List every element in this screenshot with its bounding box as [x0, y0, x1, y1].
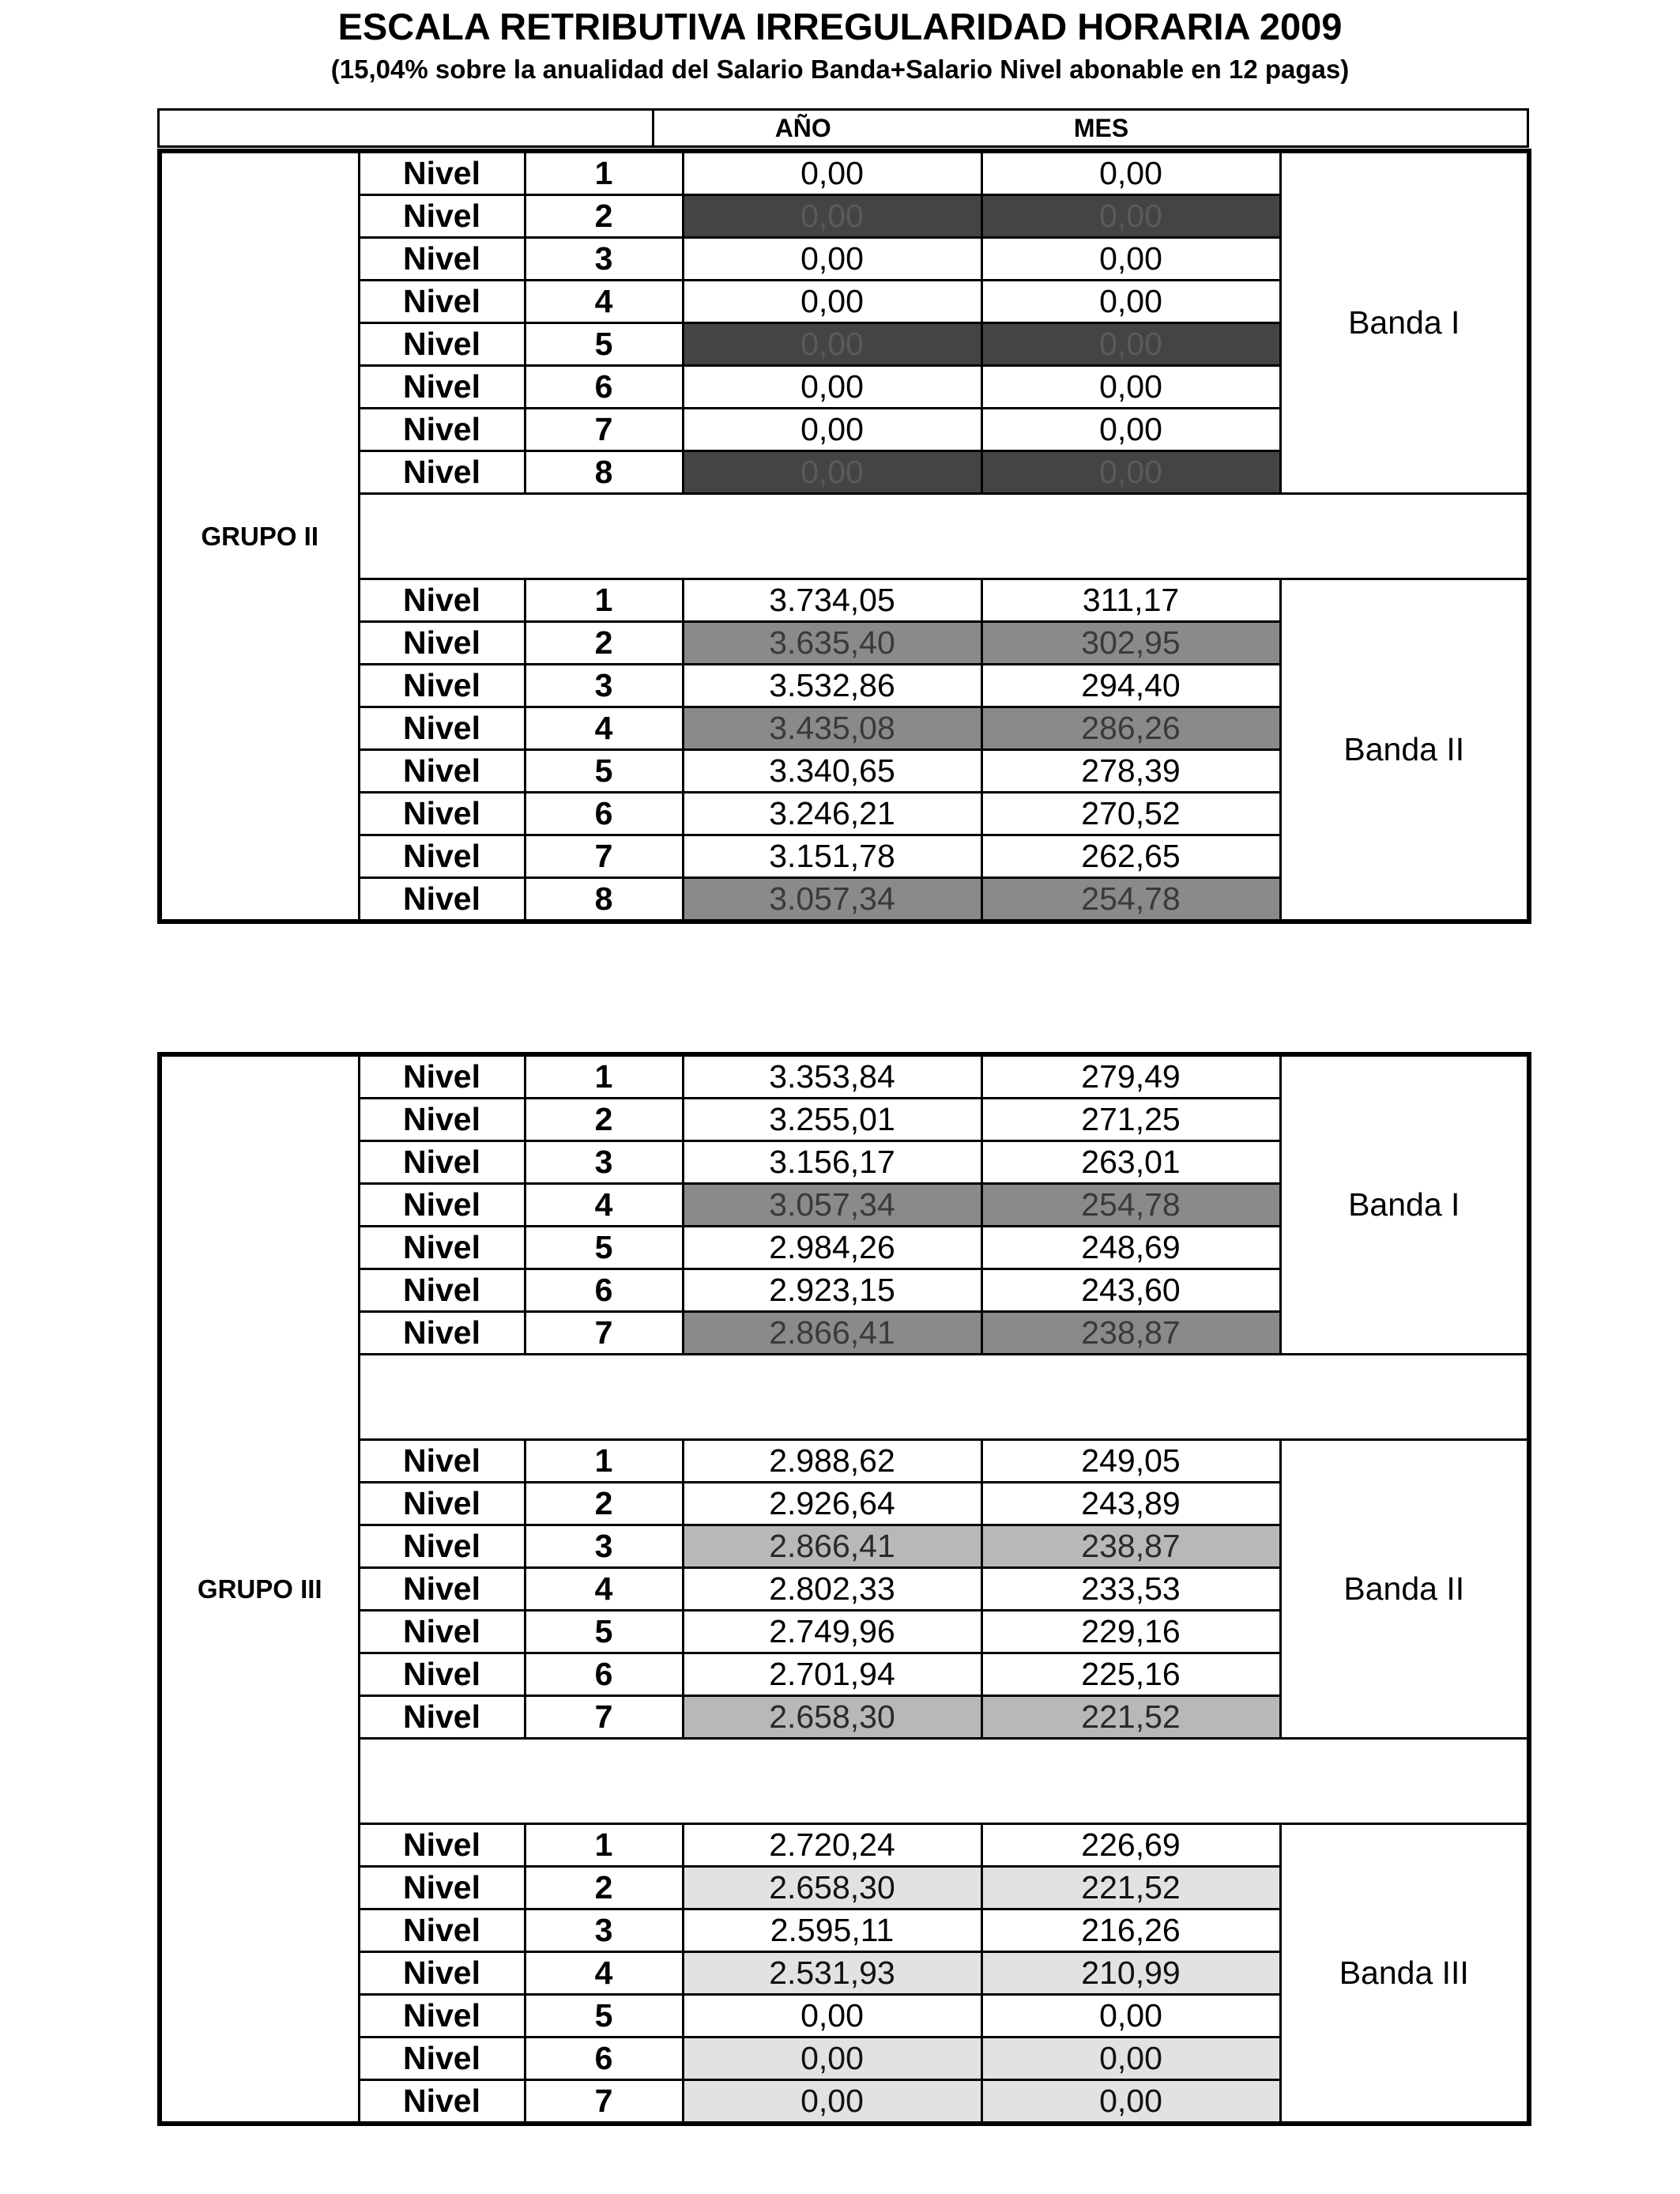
level-label: Nivel [359, 151, 525, 195]
level-number: 6 [525, 366, 683, 409]
level-number: 7 [525, 1696, 683, 1739]
header-year: AÑO [654, 110, 952, 147]
year-value: 0,00 [683, 2080, 981, 2124]
month-value: 238,87 [981, 1312, 1280, 1355]
year-value: 0,00 [683, 195, 981, 238]
group-table [157, 149, 1531, 924]
year-value: 2.926,64 [683, 1483, 981, 1525]
year-value: 3.635,40 [683, 622, 981, 665]
level-number: 5 [525, 750, 683, 793]
month-value: 0,00 [981, 2038, 1280, 2080]
year-value: 2.595,11 [683, 1909, 981, 1952]
level-number: 5 [525, 1611, 683, 1653]
band-label: Banda II [1280, 579, 1529, 922]
level-label: Nivel [359, 665, 525, 707]
level-number: 5 [525, 1227, 683, 1269]
group-table [157, 1052, 1531, 2126]
year-value: 0,00 [683, 2038, 981, 2080]
column-header-table [157, 108, 1529, 148]
month-value: 279,49 [981, 1054, 1280, 1099]
year-value: 3.255,01 [683, 1099, 981, 1141]
year-value: 0,00 [683, 323, 981, 366]
level-label: Nivel [359, 835, 525, 878]
month-value: 0,00 [981, 366, 1280, 409]
month-value: 262,65 [981, 835, 1280, 878]
year-value: 3.734,05 [683, 579, 981, 622]
month-value: 0,00 [981, 281, 1280, 323]
year-value: 3.340,65 [683, 750, 981, 793]
level-label: Nivel [359, 1696, 525, 1739]
level-number: 3 [525, 1909, 683, 1952]
level-number: 2 [525, 1867, 683, 1909]
month-value: 263,01 [981, 1141, 1280, 1184]
month-value: 221,52 [981, 1696, 1280, 1739]
month-value: 226,69 [981, 1824, 1280, 1867]
month-value: 311,17 [981, 579, 1280, 622]
month-value: 233,53 [981, 1568, 1280, 1611]
year-value: 0,00 [683, 1995, 981, 2038]
level-number: 2 [525, 622, 683, 665]
level-label: Nivel [359, 323, 525, 366]
level-number: 8 [525, 878, 683, 922]
level-number: 1 [525, 1054, 683, 1099]
year-value: 3.246,21 [683, 793, 981, 835]
band-label: Banda I [1280, 151, 1529, 494]
month-value: 271,25 [981, 1099, 1280, 1141]
level-label: Nivel [359, 1227, 525, 1269]
month-value: 286,26 [981, 707, 1280, 750]
band-separator-row [160, 494, 1529, 579]
month-value: 302,95 [981, 622, 1280, 665]
level-label: Nivel [359, 2038, 525, 2080]
level-number: 7 [525, 409, 683, 451]
year-value: 3.156,17 [683, 1141, 981, 1184]
year-value: 0,00 [683, 281, 981, 323]
level-number: 3 [525, 1141, 683, 1184]
band-label: Banda II [1280, 1440, 1529, 1739]
level-label: Nivel [359, 1611, 525, 1653]
year-value: 0,00 [683, 366, 981, 409]
level-number: 7 [525, 1312, 683, 1355]
level-label: Nivel [359, 1099, 525, 1141]
level-number: 4 [525, 1568, 683, 1611]
level-number: 6 [525, 2038, 683, 2080]
year-value: 2.701,94 [683, 1653, 981, 1696]
year-value: 2.984,26 [683, 1227, 981, 1269]
level-label: Nivel [359, 451, 525, 494]
month-value: 216,26 [981, 1909, 1280, 1952]
table-row [160, 1054, 1529, 1099]
level-label: Nivel [359, 1824, 525, 1867]
year-value: 2.658,30 [683, 1867, 981, 1909]
level-number: 4 [525, 707, 683, 750]
table-row [160, 151, 1529, 195]
month-value: 0,00 [981, 1995, 1280, 2038]
year-value: 3.057,34 [683, 1184, 981, 1227]
year-value: 0,00 [683, 451, 981, 494]
header-month: MES [952, 110, 1251, 147]
level-number: 7 [525, 835, 683, 878]
year-value: 2.923,15 [683, 1269, 981, 1312]
month-value: 278,39 [981, 750, 1280, 793]
year-value: 3.353,84 [683, 1054, 981, 1099]
page-title: ESCALA RETRIBUTIVA IRREGULARIDAD HORARIA 2009 [337, 6, 1343, 47]
level-number: 1 [525, 1440, 683, 1483]
level-label: Nivel [359, 622, 525, 665]
level-number: 5 [525, 323, 683, 366]
year-value: 0,00 [683, 409, 981, 451]
level-label: Nivel [359, 1867, 525, 1909]
band-label: Banda I [1280, 1054, 1529, 1355]
level-label: Nivel [359, 878, 525, 922]
level-number: 2 [525, 1099, 683, 1141]
header-blank-cell [159, 110, 654, 147]
year-value: 2.802,33 [683, 1568, 981, 1611]
level-label: Nivel [359, 1568, 525, 1611]
table-row [160, 1440, 1529, 1483]
level-label: Nivel [359, 1525, 525, 1568]
month-value: 294,40 [981, 665, 1280, 707]
group-label: GRUPO II [160, 151, 359, 922]
level-number: 8 [525, 451, 683, 494]
level-label: Nivel [359, 1440, 525, 1483]
month-value: 254,78 [981, 878, 1280, 922]
month-value: 210,99 [981, 1952, 1280, 1995]
band-label: Banda III [1280, 1824, 1529, 2124]
month-value: 0,00 [981, 2080, 1280, 2124]
year-value: 2.866,41 [683, 1525, 981, 1568]
level-number: 4 [525, 1952, 683, 1995]
level-label: Nivel [359, 1995, 525, 2038]
level-label: Nivel [359, 1141, 525, 1184]
month-value: 225,16 [981, 1653, 1280, 1696]
level-number: 3 [525, 1525, 683, 1568]
month-value: 243,60 [981, 1269, 1280, 1312]
band-separator-cell [359, 1739, 1529, 1824]
level-number: 5 [525, 1995, 683, 2038]
table-row [160, 579, 1529, 622]
band-separator-row [160, 1355, 1529, 1440]
level-number: 3 [525, 665, 683, 707]
month-value: 270,52 [981, 793, 1280, 835]
level-number: 1 [525, 151, 683, 195]
level-label: Nivel [359, 1653, 525, 1696]
level-label: Nivel [359, 793, 525, 835]
level-number: 6 [525, 793, 683, 835]
month-value: 0,00 [981, 451, 1280, 494]
month-value: 254,78 [981, 1184, 1280, 1227]
level-number: 1 [525, 579, 683, 622]
level-number: 3 [525, 238, 683, 281]
band-separator-cell [359, 1355, 1529, 1440]
month-value: 0,00 [981, 238, 1280, 281]
level-label: Nivel [359, 1952, 525, 1995]
level-label: Nivel [359, 750, 525, 793]
year-value: 0,00 [683, 238, 981, 281]
level-label: Nivel [359, 2080, 525, 2124]
level-label: Nivel [359, 281, 525, 323]
header-trailing-cell [1251, 110, 1528, 147]
level-number: 1 [525, 1824, 683, 1867]
table-row [160, 1824, 1529, 1867]
band-separator-cell [359, 494, 1529, 579]
level-number: 6 [525, 1653, 683, 1696]
year-value: 3.435,08 [683, 707, 981, 750]
month-value: 238,87 [981, 1525, 1280, 1568]
level-label: Nivel [359, 579, 525, 622]
year-value: 0,00 [683, 151, 981, 195]
year-value: 2.749,96 [683, 1611, 981, 1653]
level-label: Nivel [359, 707, 525, 750]
page-subtitle: (15,04% sobre la anualidad del Salario Banda+Salario Nivel abonable en 12 pagas) [330, 55, 1350, 84]
level-label: Nivel [359, 1054, 525, 1099]
level-label: Nivel [359, 1483, 525, 1525]
level-label: Nivel [359, 1269, 525, 1312]
month-value: 0,00 [981, 195, 1280, 238]
month-value: 0,00 [981, 409, 1280, 451]
level-label: Nivel [359, 1312, 525, 1355]
level-number: 7 [525, 2080, 683, 2124]
month-value: 249,05 [981, 1440, 1280, 1483]
month-value: 221,52 [981, 1867, 1280, 1909]
year-value: 2.720,24 [683, 1824, 981, 1867]
level-number: 4 [525, 281, 683, 323]
year-value: 2.658,30 [683, 1696, 981, 1739]
month-value: 243,89 [981, 1483, 1280, 1525]
year-value: 3.057,34 [683, 878, 981, 922]
group-label: GRUPO III [160, 1054, 359, 2124]
level-number: 4 [525, 1184, 683, 1227]
year-value: 2.866,41 [683, 1312, 981, 1355]
level-label: Nivel [359, 366, 525, 409]
level-label: Nivel [359, 1909, 525, 1952]
year-value: 3.151,78 [683, 835, 981, 878]
band-separator-row [160, 1739, 1529, 1824]
month-value: 248,69 [981, 1227, 1280, 1269]
month-value: 0,00 [981, 151, 1280, 195]
year-value: 2.531,93 [683, 1952, 981, 1995]
level-label: Nivel [359, 1184, 525, 1227]
level-number: 2 [525, 195, 683, 238]
level-label: Nivel [359, 409, 525, 451]
level-number: 6 [525, 1269, 683, 1312]
year-value: 3.532,86 [683, 665, 981, 707]
level-number: 2 [525, 1483, 683, 1525]
month-value: 0,00 [981, 323, 1280, 366]
level-label: Nivel [359, 238, 525, 281]
year-value: 2.988,62 [683, 1440, 981, 1483]
level-label: Nivel [359, 195, 525, 238]
month-value: 229,16 [981, 1611, 1280, 1653]
